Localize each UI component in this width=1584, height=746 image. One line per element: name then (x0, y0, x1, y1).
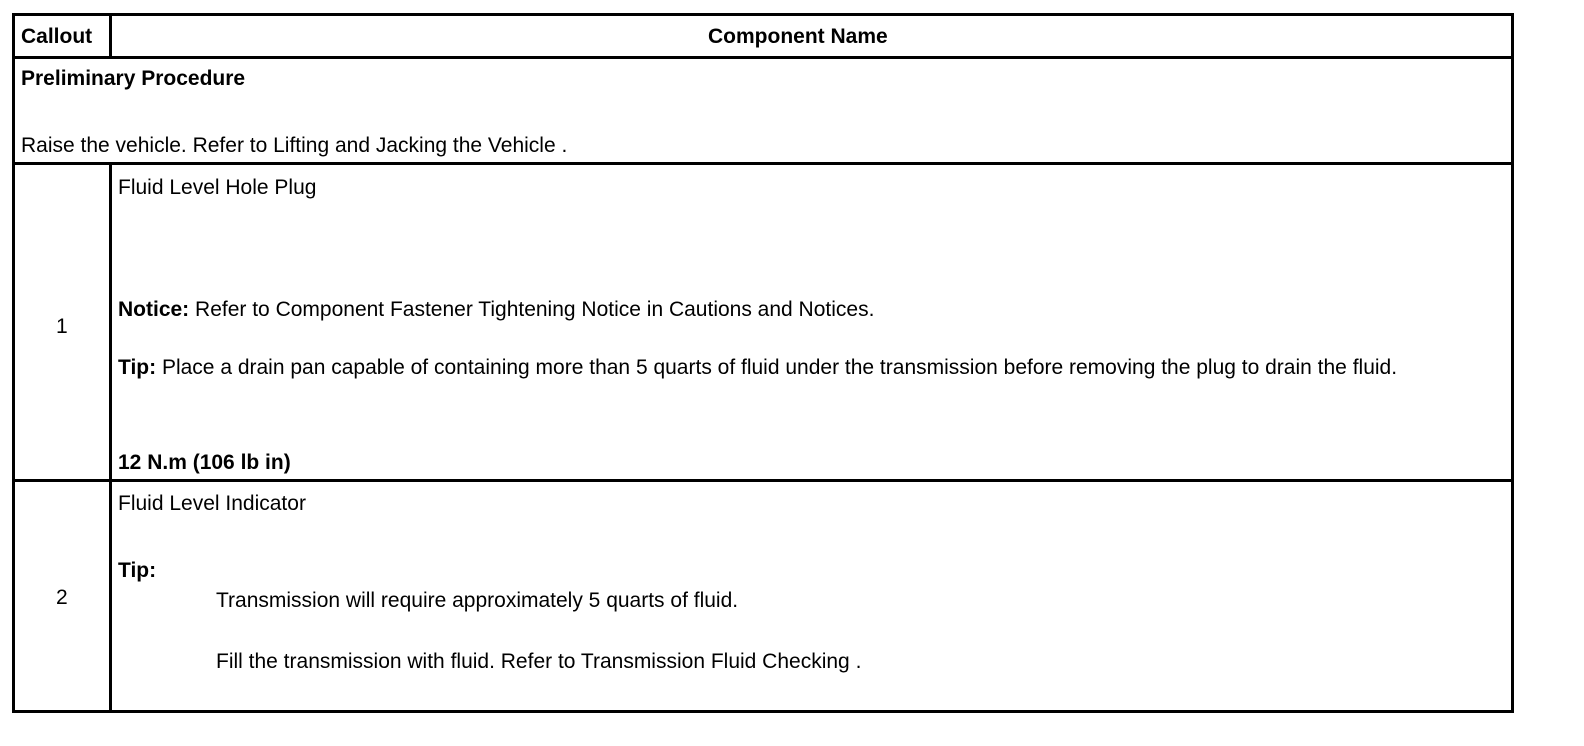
notice-line (118, 297, 874, 323)
tip-paragraph (118, 355, 1498, 381)
tip-label: Tip: (118, 356, 157, 379)
row-separator (15, 56, 1511, 59)
notice-label: Notice: (118, 298, 190, 321)
row-separator (15, 162, 1511, 165)
component-name: Fluid Level Hole Plug (118, 176, 317, 199)
torque-spec: 12 N.m (106 lb in) (118, 451, 291, 474)
callout-number: 1 (56, 315, 68, 338)
header-divider (109, 16, 112, 57)
header-component-name: Component Name (708, 25, 888, 48)
tip-item: Fill the transmission with fluid. Refer to Transmission Fluid Checking . (216, 650, 862, 673)
component-name: Fluid Level Indicator (118, 492, 306, 515)
callout-number: 2 (56, 586, 68, 609)
tip-item: Transmission will require approximately 5 quarts of fluid. (216, 589, 739, 612)
preliminary-text: Raise the vehicle. Refer to Lifting and Jacking the Vehicle . (21, 134, 568, 157)
header-callout: Callout (21, 25, 93, 48)
callout-divider (109, 164, 112, 713)
tip-label: Tip: (118, 559, 157, 582)
procedure-table (12, 13, 1514, 713)
row-separator (15, 479, 1511, 482)
preliminary-title: Preliminary Procedure (21, 67, 246, 90)
notice-text: Refer to Component Fastener Tightening Notice in Cautions and Notices. (195, 298, 875, 321)
tip-text: Place a drain pan capable of containing more than 5 quarts of fluid under the transmission before removing the plug to drain the fluid. (161, 356, 1398, 379)
